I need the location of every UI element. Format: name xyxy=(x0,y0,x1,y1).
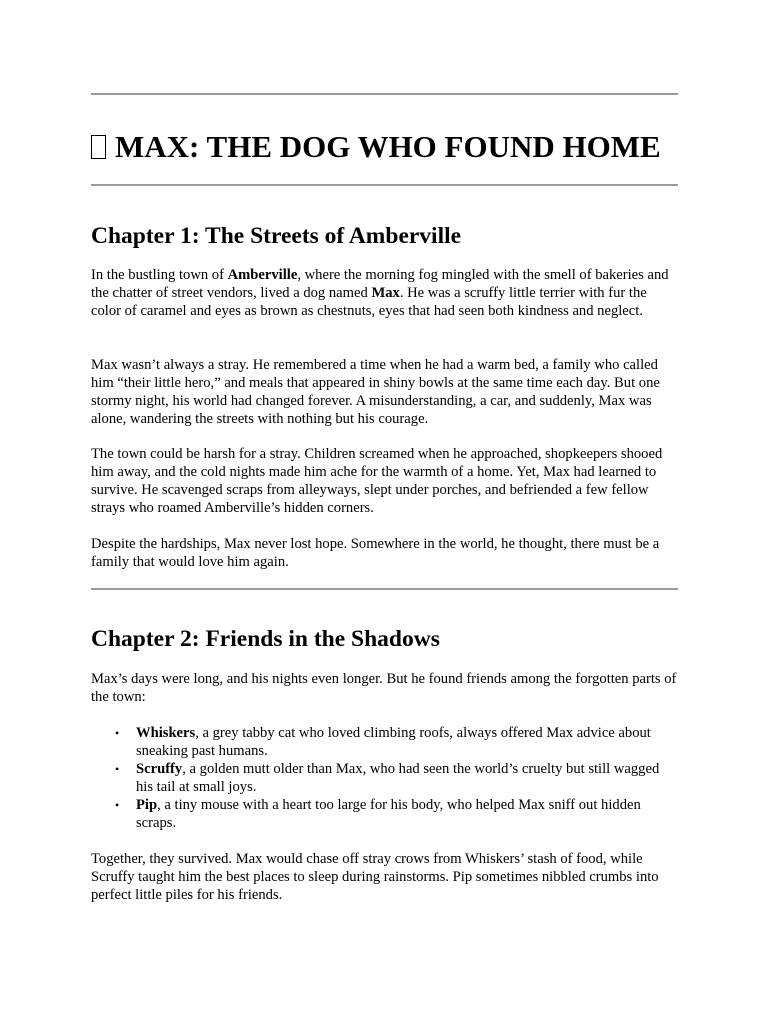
top-divider xyxy=(91,93,678,95)
list-item-pip xyxy=(91,796,678,832)
chapter-2-heading: Chapter 2: Friends in the Shadows xyxy=(91,626,440,652)
paragraph-text: , where the morning fog mingled with the smell of bakeries and the chatter of street vendors, lived a dog named xyxy=(91,267,669,301)
town-name: Amberville xyxy=(227,267,298,283)
chapter-1-heading: Chapter 1: The Streets of Amberville xyxy=(91,223,462,249)
list-item-scruffy xyxy=(91,760,678,796)
friend-description: , a golden mutt older than Max, who had seen the world’s cruelty but still wagged his tail at small joys. xyxy=(136,761,660,795)
friend-name: Pip xyxy=(136,797,158,813)
list-item-whiskers xyxy=(91,724,678,760)
chapter-1-paragraph-4: Despite the hardships, Max never lost hope. Somewhere in the world, he thought, there must be a family that would love him again. xyxy=(91,536,660,570)
missing-glyph-icon xyxy=(91,135,106,159)
paragraph-text: . He was a scruffy little terrier with fur the color of caramel and eyes as brown as chestnuts, eyes that had seen both kindness and neglect. xyxy=(91,285,647,319)
document-title-text: MAX: THE DOG WHO FOUND HOME xyxy=(115,129,661,164)
chapter-divider xyxy=(91,588,678,590)
chapter-1-paragraph-3: The town could be harsh for a stray. Children screamed when he approached, shopkeepers shooed him away, and the cold nights made him ache for the warmth of a home. Yet, Max had learned to survive. He scavenged scraps from alleyways, slept under porches, and befriended a few fellow strays who roamed Amberville’s hidden corners. xyxy=(91,446,663,516)
friend-name: Whiskers xyxy=(136,725,196,741)
title-divider xyxy=(91,184,678,186)
friends-list xyxy=(91,724,678,832)
chapter-2-intro: Max’s days were long, and his nights even longer. But he found friends among the forgotten parts of the town: xyxy=(91,671,677,705)
document-title xyxy=(91,129,661,165)
bullet: • xyxy=(115,798,120,812)
chapter-1-paragraph-2: Max wasn’t always a stray. He remembered a time when he had a warm bed, a family who called him “their little hero,” and meals that appeared in shiny bowls at the same time each day. But one stormy night, his world had changed forever. A misunderstanding, a car, and suddenly, Max was alone, wandering the streets with nothing but his courage. xyxy=(91,357,660,427)
friend-description: , a tiny mouse with a heart too large for his body, who helped Max sniff out hidden scraps. xyxy=(136,797,641,831)
dog-name: Max xyxy=(371,285,400,301)
paragraph-text: In the bustling town of xyxy=(91,267,228,283)
chapter-1-paragraph-1 xyxy=(91,266,678,320)
bullet: • xyxy=(115,762,120,776)
bullet: • xyxy=(115,726,120,740)
chapter-2-closing: Together, they survived. Max would chase off stray crows from Whiskers’ stash of food, while Scruffy taught him the best places to sleep during rainstorms. Pip sometimes nibbled crumbs into perfect little piles for his friends. xyxy=(91,851,659,903)
friend-name: Scruffy xyxy=(136,761,183,777)
friend-description: , a grey tabby cat who loved climbing roofs, always offered Max advice about sneaking past humans. xyxy=(136,725,651,759)
